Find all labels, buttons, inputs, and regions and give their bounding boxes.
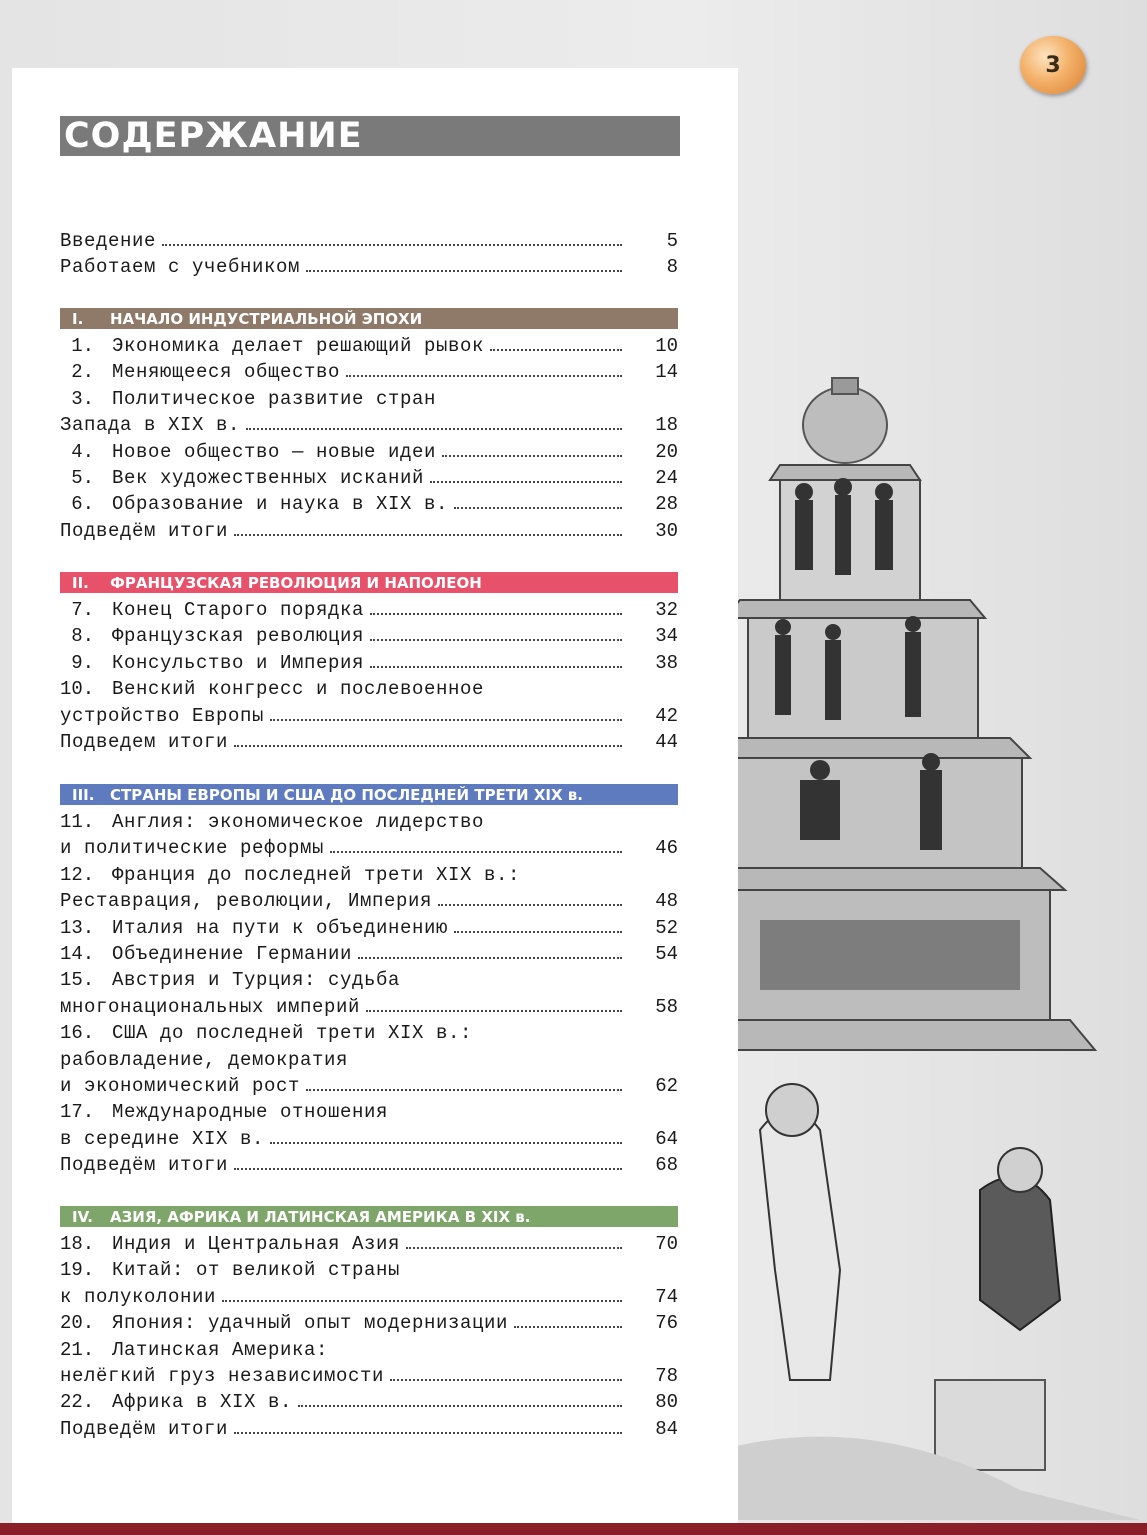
toc-entry[interactable] bbox=[60, 412, 678, 438]
toc-entry[interactable] bbox=[60, 228, 678, 254]
toc-entry-page: 14 bbox=[655, 361, 678, 384]
dot-leader bbox=[270, 1141, 622, 1144]
section-header-2[interactable] bbox=[60, 572, 678, 593]
toc-entry-text: Политическое развитие стран bbox=[112, 387, 437, 410]
toc-entry-text: Меняющееся общество bbox=[112, 361, 341, 384]
toc-entry-text: устройство Европы bbox=[60, 704, 265, 727]
toc-entry-number: 22. bbox=[60, 1391, 95, 1414]
toc-entry-title bbox=[112, 439, 628, 465]
toc-entry[interactable] bbox=[60, 835, 678, 861]
toc-entry[interactable] bbox=[60, 941, 678, 967]
toc-entry[interactable] bbox=[60, 1047, 678, 1073]
toc-entry[interactable] bbox=[60, 994, 678, 1020]
toc-entry[interactable] bbox=[60, 650, 678, 676]
toc-entry-number: 9. bbox=[71, 651, 94, 674]
toc-entry[interactable] bbox=[60, 254, 678, 280]
toc-entry-number: 7. bbox=[71, 599, 94, 621]
toc-entry-page: 5 bbox=[666, 230, 678, 252]
toc-entry-page: 38 bbox=[655, 651, 678, 674]
toc-entry-number: 15. bbox=[60, 969, 95, 992]
toc-entry-title bbox=[112, 1231, 628, 1257]
toc-entry-text: Экономика делает решающий рывок bbox=[112, 335, 485, 357]
toc-entry-text: Конец Старого порядка bbox=[112, 599, 365, 621]
dot-leader bbox=[306, 269, 622, 272]
toc-entry-title bbox=[112, 491, 628, 517]
section-title: СТРАНЫ ЕВРОПЫ И США ДО ПОСЛЕДНЕЙ ТРЕТИ XIX в. bbox=[110, 785, 583, 804]
toc-entry-text: США до последней трети XIX в.: bbox=[112, 1022, 473, 1045]
toc-entry-number: 21. bbox=[60, 1338, 95, 1361]
toc-entry[interactable] bbox=[60, 597, 678, 623]
dot-leader bbox=[438, 903, 622, 906]
toc-entry-number: 16. bbox=[60, 1022, 95, 1045]
toc-entry-page: 76 bbox=[655, 1312, 678, 1335]
toc-entry-title bbox=[112, 1257, 628, 1283]
toc-entry-number: 14. bbox=[60, 943, 95, 965]
toc-entry[interactable] bbox=[60, 1363, 678, 1389]
toc-entry-page: 74 bbox=[655, 1285, 678, 1308]
toc-entry-number: 3. bbox=[71, 387, 94, 410]
toc-entry-text: Консульство и Империя bbox=[112, 651, 365, 674]
toc-entry-text: Реставрация, революции, Империя bbox=[60, 890, 433, 913]
toc-entry-title bbox=[60, 1073, 628, 1099]
toc-entry-number: 18. bbox=[60, 1233, 95, 1255]
dot-leader bbox=[454, 930, 622, 933]
section-numeral: IV. bbox=[72, 1207, 93, 1226]
toc-entry-page: 70 bbox=[655, 1233, 678, 1255]
toc-entry-title bbox=[60, 703, 628, 729]
toc-entry-title bbox=[112, 359, 628, 385]
toc-entry[interactable] bbox=[60, 676, 678, 702]
toc-entry-page: 8 bbox=[666, 256, 678, 279]
section-numeral: II. bbox=[72, 573, 89, 592]
toc-entry-number: 13. bbox=[60, 916, 95, 939]
toc-entry-text: Объединение Германии bbox=[112, 943, 353, 965]
dot-leader bbox=[514, 1325, 622, 1328]
toc-entry-page: 34 bbox=[655, 625, 678, 648]
toc-entry-text: Подведем итоги bbox=[60, 731, 229, 753]
toc-entry-page: 28 bbox=[655, 493, 678, 516]
dot-leader bbox=[406, 1246, 622, 1249]
toc-entry[interactable] bbox=[60, 518, 678, 544]
section-title: ФРАНЦУЗСКАЯ РЕВОЛЮЦИЯ И НАПОЛЕОН bbox=[110, 573, 482, 592]
toc-entry[interactable] bbox=[60, 439, 678, 465]
toc-entry-number: 1. bbox=[71, 335, 94, 357]
toc-entry-text: Австрия и Турция: судьба bbox=[112, 969, 401, 992]
toc-entry-title bbox=[60, 254, 628, 280]
dot-leader bbox=[390, 1378, 622, 1381]
toc-entry-text: Латинская Америка: bbox=[112, 1338, 329, 1361]
toc-entry-text: Подведём итоги bbox=[60, 1154, 229, 1177]
toc-entry-text: Запада в XIX в. bbox=[60, 414, 241, 437]
toc-entry-page: 68 bbox=[655, 1154, 678, 1177]
toc-entry-title bbox=[112, 623, 628, 649]
dot-leader bbox=[370, 638, 622, 641]
toc-entry-text: Англия: экономическое лидерство bbox=[112, 811, 485, 833]
toc-entry-number: 4. bbox=[71, 440, 94, 463]
toc-entry-page: 46 bbox=[655, 837, 678, 860]
toc-entry-title bbox=[60, 228, 628, 254]
toc-entry-page: 58 bbox=[655, 995, 678, 1018]
toc-entry-title bbox=[112, 1020, 628, 1046]
toc-entry[interactable] bbox=[60, 1126, 678, 1152]
toc-entry-page: 24 bbox=[655, 467, 678, 489]
toc-entry-text: Венский конгресс и послевоенное bbox=[112, 678, 485, 701]
toc-entry-number: 19. bbox=[60, 1259, 95, 1282]
toc-entry-title bbox=[112, 1310, 628, 1336]
dot-leader bbox=[430, 480, 622, 483]
toc-entry-number: 2. bbox=[71, 361, 94, 384]
toc-entry-title bbox=[60, 835, 628, 861]
toc-entry[interactable] bbox=[60, 703, 678, 729]
toc-entry-page: 64 bbox=[655, 1127, 678, 1150]
section-title: АЗИЯ, АФРИКА И ЛАТИНСКАЯ АМЕРИКА В XIX в. bbox=[110, 1207, 531, 1226]
toc-entry-number: 10. bbox=[60, 678, 95, 701]
toc-entry[interactable] bbox=[60, 359, 678, 385]
toc-entry-number: 20. bbox=[60, 1312, 95, 1335]
toc-entry-title bbox=[112, 650, 628, 676]
toc-entry[interactable] bbox=[60, 1073, 678, 1099]
dot-leader bbox=[370, 612, 622, 615]
page-number: 3 bbox=[1045, 52, 1061, 78]
toc-entry-page: 48 bbox=[655, 890, 678, 913]
dot-leader bbox=[442, 454, 622, 457]
toc-entry-title bbox=[112, 465, 628, 491]
toc-entry-text: Япония: удачный опыт модернизации bbox=[112, 1312, 509, 1335]
page-number-badge bbox=[1020, 36, 1086, 94]
toc-entry-text: и политические реформы bbox=[60, 837, 325, 860]
toc-entry-text: Введение bbox=[60, 230, 157, 252]
toc-entry-page: 80 bbox=[655, 1391, 678, 1414]
toc-entry-text: Франция до последней трети XIX в.: bbox=[112, 863, 521, 886]
toc-entry-title bbox=[112, 862, 628, 888]
toc-entry-title bbox=[112, 1389, 628, 1415]
toc-entry-text: Африка в XIX в. bbox=[112, 1391, 293, 1414]
toc-entry-number: 8. bbox=[71, 625, 94, 648]
toc-entry-text: Образование и наука в XIX в. bbox=[112, 493, 449, 516]
toc-entry-text: Подведём итоги bbox=[60, 1417, 229, 1440]
dot-leader bbox=[270, 718, 622, 721]
toc-entry-title bbox=[60, 1284, 628, 1310]
dot-leader bbox=[234, 533, 622, 536]
toc-entry[interactable] bbox=[60, 1416, 678, 1442]
toc-entry-text: в середине XIX в. bbox=[60, 1127, 265, 1150]
toc-entry[interactable] bbox=[60, 333, 678, 359]
toc-entry-title bbox=[60, 994, 628, 1020]
toc-entry-number: 17. bbox=[60, 1101, 95, 1124]
toc-entry-number: 12. bbox=[60, 863, 95, 886]
toc-entry[interactable] bbox=[60, 809, 678, 835]
toc-entry-title bbox=[60, 412, 628, 438]
section-numeral: I. bbox=[72, 309, 84, 328]
dot-leader bbox=[306, 1088, 622, 1091]
toc-entry[interactable] bbox=[60, 1152, 678, 1178]
toc-entry[interactable] bbox=[60, 1284, 678, 1310]
toc-entry-title bbox=[112, 676, 628, 702]
toc-entry[interactable] bbox=[60, 1231, 678, 1257]
toc-entry-title bbox=[60, 1363, 628, 1389]
toc-entry-page: 18 bbox=[655, 414, 678, 437]
toc-entry-text: Китай: от великой страны bbox=[112, 1259, 401, 1282]
dot-leader bbox=[454, 506, 622, 509]
page-title: СОДЕРЖАНИЕ bbox=[64, 116, 363, 156]
dot-leader bbox=[330, 850, 622, 853]
dot-leader bbox=[246, 427, 622, 430]
toc-entry-text: Международные отношения bbox=[112, 1101, 389, 1124]
engraving-illustration bbox=[720, 370, 1140, 1520]
toc-entry-title bbox=[112, 333, 628, 359]
toc-entry-text: нелёгкий груз независимости bbox=[60, 1365, 385, 1387]
dot-leader bbox=[222, 1299, 622, 1302]
toc-entry[interactable] bbox=[60, 862, 678, 888]
toc-entry-page: 30 bbox=[655, 519, 678, 542]
toc-entry-text: Италия на пути к объединению bbox=[112, 916, 449, 939]
toc-entry-page: 62 bbox=[655, 1075, 678, 1097]
toc-entry-text: рабовладение, демократия bbox=[60, 1048, 349, 1071]
toc-entry[interactable] bbox=[60, 915, 678, 941]
toc-entry[interactable] bbox=[60, 386, 678, 412]
contents-title-bar bbox=[60, 116, 680, 156]
dot-leader bbox=[234, 1167, 622, 1170]
toc-entry[interactable] bbox=[60, 729, 678, 755]
toc-entry-title bbox=[60, 729, 628, 755]
page-bottom-edge bbox=[0, 1523, 1147, 1535]
toc-entry-text: многонациональных империй bbox=[60, 995, 361, 1018]
dot-leader bbox=[298, 1404, 622, 1407]
toc-entry-page: 52 bbox=[655, 916, 678, 939]
toc-entry-title bbox=[112, 809, 628, 835]
section-header-4[interactable] bbox=[60, 1206, 678, 1227]
toc-entry-page: 54 bbox=[655, 943, 678, 965]
dot-leader bbox=[234, 1431, 622, 1434]
toc-entry[interactable] bbox=[60, 1099, 678, 1125]
toc-entry-title bbox=[60, 1152, 628, 1178]
foreground-men bbox=[720, 1084, 1140, 1520]
toc-entry-page: 10 bbox=[655, 335, 678, 357]
toc-entry-page: 84 bbox=[655, 1417, 678, 1440]
toc-entry-title bbox=[112, 941, 628, 967]
dot-leader bbox=[370, 665, 622, 668]
dot-leader bbox=[358, 956, 622, 959]
money-bag-icon bbox=[803, 378, 887, 463]
toc-entry-text: Работаем с учебником bbox=[60, 256, 301, 279]
toc-entry-title bbox=[112, 1337, 628, 1363]
toc-entry-title bbox=[112, 1099, 628, 1125]
toc-entry-title bbox=[60, 1126, 628, 1152]
dot-leader bbox=[234, 744, 622, 747]
toc-entry-text: к полуколонии bbox=[60, 1285, 217, 1308]
toc-entry-title bbox=[60, 1047, 628, 1073]
toc-entry-title bbox=[112, 967, 628, 993]
toc-entry[interactable] bbox=[60, 1389, 678, 1415]
toc-entry-text: Индия и Центральная Азия bbox=[112, 1233, 401, 1255]
toc-entry-number: 11. bbox=[60, 811, 95, 833]
toc-entry[interactable] bbox=[60, 491, 678, 517]
toc-entry-title bbox=[112, 915, 628, 941]
section-title: НАЧАЛО ИНДУСТРИАЛЬНОЙ ЭПОХИ bbox=[110, 309, 423, 328]
section-numeral: III. bbox=[72, 785, 95, 804]
section-header-3[interactable] bbox=[60, 784, 678, 805]
toc-entry-title bbox=[112, 386, 628, 412]
toc-entry-title bbox=[60, 1416, 628, 1442]
toc-entry[interactable] bbox=[60, 1337, 678, 1363]
toc-entry[interactable] bbox=[60, 623, 678, 649]
toc-entry[interactable] bbox=[60, 1257, 678, 1283]
toc-entry-page: 44 bbox=[655, 731, 678, 753]
toc-entry-text: Новое общество — новые идеи bbox=[112, 440, 437, 463]
toc-entry[interactable] bbox=[60, 967, 678, 993]
toc-entry[interactable] bbox=[60, 1020, 678, 1046]
toc-entry-text: Век художественных исканий bbox=[112, 467, 425, 489]
toc-entry-page: 20 bbox=[655, 440, 678, 463]
toc-entry[interactable] bbox=[60, 1310, 678, 1336]
toc-entry-text: и экономический рост bbox=[60, 1075, 301, 1097]
toc-entry-title bbox=[60, 888, 628, 914]
toc-entry-page: 32 bbox=[655, 599, 678, 621]
dot-leader bbox=[490, 348, 622, 351]
toc-entry[interactable] bbox=[60, 465, 678, 491]
toc-entry-title bbox=[112, 597, 628, 623]
toc-entry-number: 5. bbox=[71, 467, 94, 489]
toc-entry-text: Подведём итоги bbox=[60, 519, 229, 542]
toc-entry-page: 42 bbox=[655, 704, 678, 727]
toc-entry-number: 6. bbox=[71, 493, 94, 516]
toc-entry-text: Французская революция bbox=[112, 625, 365, 648]
dot-leader bbox=[366, 1009, 622, 1012]
section-header-1[interactable] bbox=[60, 308, 678, 329]
toc-entry-page: 78 bbox=[655, 1365, 678, 1387]
dot-leader bbox=[346, 374, 622, 377]
toc-entry-title bbox=[60, 518, 628, 544]
toc-entry[interactable] bbox=[60, 888, 678, 914]
dot-leader bbox=[162, 243, 622, 246]
